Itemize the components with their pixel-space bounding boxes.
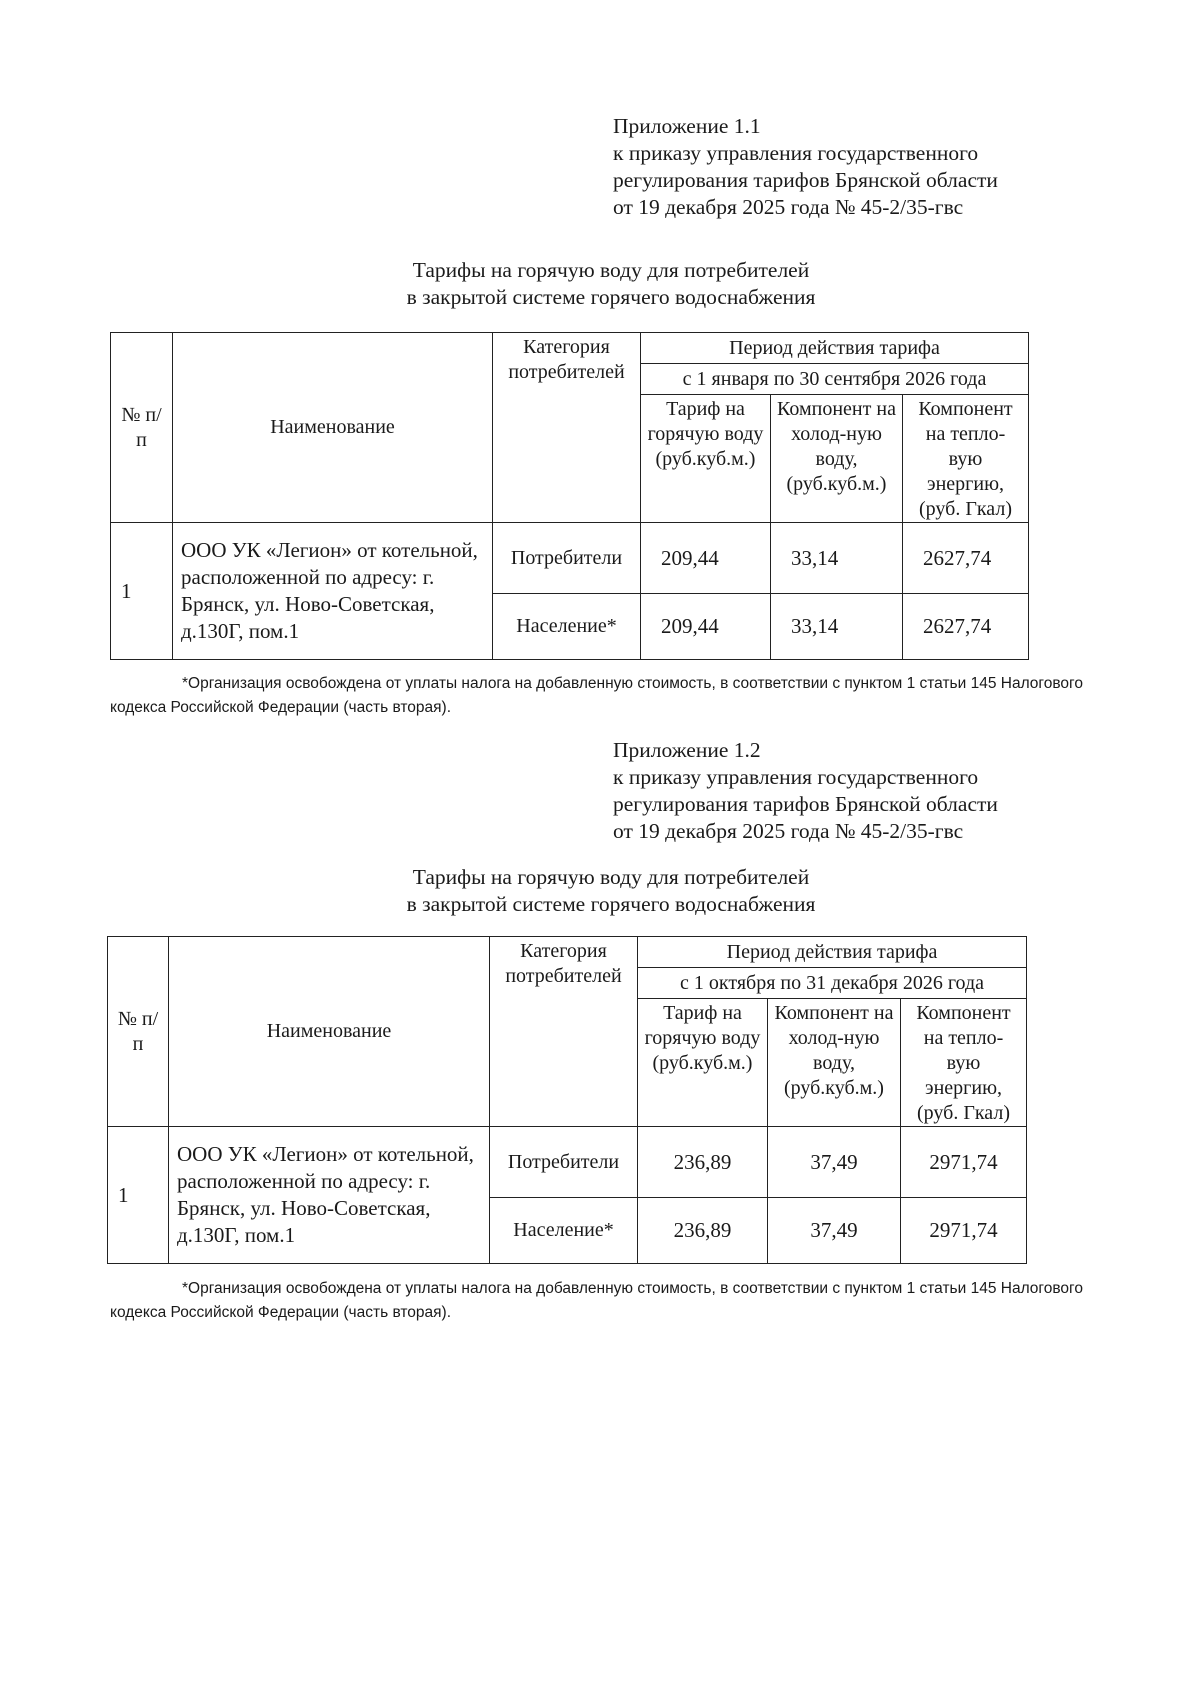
category-cell: Население*	[490, 1198, 638, 1264]
appendix-number: Приложение 1.1	[613, 114, 761, 138]
row-number: 1	[108, 1127, 169, 1264]
organization-name: ООО УК «Легион» от котельной, расположенной по адресу: г. Брянск, ул. Ново-Советская, д.130Г, пом.1	[173, 523, 493, 660]
appendix-order-date: от 19 декабря 2025 года № 45-2/35-гвс	[613, 819, 964, 843]
table-title-1	[0, 257, 1200, 311]
header-name: Наименование	[173, 333, 493, 523]
header-heat-component: Компонент на тепло-вую энергию, (руб. Гкал)	[901, 999, 1027, 1127]
heat-component-value: 2971,74	[901, 1127, 1027, 1198]
period-range: с 1 января по 30 сентября 2026 года	[641, 364, 1029, 395]
header-number: № п/п	[108, 937, 169, 1127]
cold-component-value: 33,14	[771, 594, 903, 660]
footnote-1: *Организация освобождена от уплаты налога на добавленную стоимость, в соответствии с пунктом 1 статьи 145 Налогового кодекса Российской Федерации (часть вторая).	[110, 675, 1083, 716]
category-cell: Потребители	[493, 523, 641, 594]
header-period: Период действия тарифа	[638, 937, 1027, 968]
appendix-order-line: к приказу управления государственного	[613, 141, 979, 165]
header-period: Период действия тарифа	[641, 333, 1029, 364]
header-tariff: Тариф на горячую воду (руб.куб.м.)	[638, 999, 768, 1127]
category-cell: Потребители	[490, 1127, 638, 1198]
title-line: в закрытой системе горячего водоснабжения	[406, 892, 816, 916]
table-title-2	[0, 864, 1200, 918]
header-cold-component: Компонент на холод-ную воду, (руб.куб.м.)	[768, 999, 901, 1127]
title-line: в закрытой системе горячего водоснабжения	[406, 285, 816, 309]
header-name: Наименование	[169, 937, 490, 1127]
header-heat-component: Компонент на тепло-вую энергию, (руб. Гкал)	[903, 395, 1029, 523]
appendix-order-line: к приказу управления государственного	[613, 765, 979, 789]
cold-component-value: 33,14	[771, 523, 903, 594]
tariff-table-2	[107, 936, 1027, 1264]
period-range: с 1 октября по 31 декабря 2026 года	[638, 968, 1027, 999]
heat-component-value: 2627,74	[903, 523, 1029, 594]
footnote-2: *Организация освобождена от уплаты налога на добавленную стоимость, в соответствии с пунктом 1 статьи 145 Налогового кодекса Российской Федерации (часть вторая).	[110, 1280, 1083, 1321]
heat-component-value: 2971,74	[901, 1198, 1027, 1264]
header-tariff: Тариф на горячую воду (руб.куб.м.)	[641, 395, 771, 523]
heat-component-value: 2627,74	[903, 594, 1029, 660]
tariff-value: 209,44	[641, 594, 771, 660]
tariff-value: 209,44	[641, 523, 771, 594]
appendix-order-line: регулирования тарифов Брянской области	[613, 792, 998, 816]
appendix-order-line: регулирования тарифов Брянской области	[613, 168, 998, 192]
title-line: Тарифы на горячую воду для потребителей	[412, 865, 810, 889]
tariff-value: 236,89	[638, 1198, 768, 1264]
header-number: № п/п	[111, 333, 173, 523]
header-category: Категория потребителей	[493, 333, 641, 523]
row-number: 1	[111, 523, 173, 660]
title-line: Тарифы на горячую воду для потребителей	[412, 258, 810, 282]
cold-component-value: 37,49	[768, 1127, 901, 1198]
category-cell: Население*	[493, 594, 641, 660]
appendix-header-1	[613, 113, 998, 221]
header-cold-component: Компонент на холод-ную воду, (руб.куб.м.)	[771, 395, 903, 523]
table-row	[111, 523, 1029, 594]
appendix-order-date: от 19 декабря 2025 года № 45-2/35-гвс	[613, 195, 964, 219]
header-category: Категория потребителей	[490, 937, 638, 1127]
tariff-table-1	[110, 332, 1029, 660]
appendix-number: Приложение 1.2	[613, 738, 761, 762]
organization-name: ООО УК «Легион» от котельной, расположенной по адресу: г. Брянск, ул. Ново-Советская, д.130Г, пом.1	[169, 1127, 490, 1264]
cold-component-value: 37,49	[768, 1198, 901, 1264]
appendix-header-2	[613, 737, 998, 845]
tariff-value: 236,89	[638, 1127, 768, 1198]
table-row	[108, 1127, 1027, 1198]
